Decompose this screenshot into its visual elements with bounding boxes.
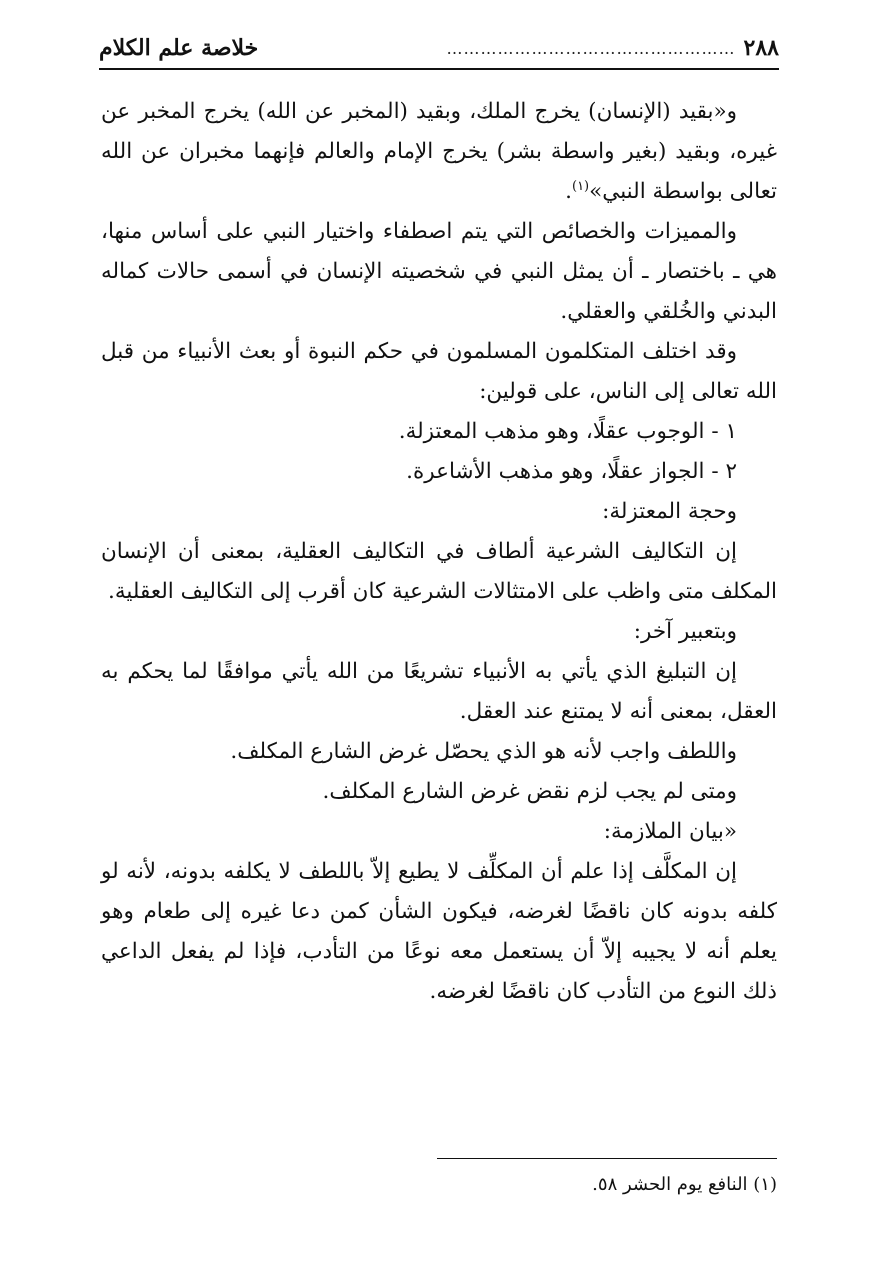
- list-item-necessity: ١ - الوجوب عقلًا، وهو مذهب المعتزلة.: [398, 419, 737, 444]
- header-leader-dots: ……………………………………………: [446, 38, 736, 58]
- paragraph-definition-text: و«بقيد (الإنسان) يخرج الملك، وبقيد (المخبر عن الله) يخرج المخبر عن غيره، وبقيد (بغير واسطة بشر) يخرج الإمام والعالم فإنهما مخبران عن الله تعالى بواسطة النبي»: [101, 99, 777, 204]
- heading-mutazila-argument: وحجة المعتزلة:: [602, 499, 737, 524]
- running-header: [99, 30, 779, 66]
- paragraph-contradiction: ومتى لم يجب لزم نقض غرض الشارع المكلف.: [322, 779, 737, 804]
- main-text: [101, 92, 777, 1012]
- list-item-possibility: ٢ - الجواز عقلًا، وهو مذهب الأشاعرة.: [406, 459, 737, 484]
- paragraph-opinions: وقد اختلف المتكلمون المسلمون في حكم النبوة أو بعث الأنبياء من قبل الله تعالى إلى الناس، على قولين:: [101, 339, 777, 404]
- footnote-reference: (١): [571, 178, 590, 194]
- heading-correlation: «بيان الملازمة:: [603, 819, 737, 844]
- paragraph-correlation-explanation: إن المكلَّف إذا علم أن المكلِّف لا يطيع إلاّ باللطف لا يكلفه بدونه، لأنه لو كلفه بدونه كان ناقضًا لغرضه، فيكون الشأن كمن دعا غيره إلى طعام وهو يعلم أنه لا يجيبه إلاّ أن يستعمل معه نوعًا من التأدب، فإذا لم يفعل الداعي ذلك النوع من التأدب كان ناقضًا لغرضه.: [101, 859, 777, 1004]
- paragraph-conveyance: إن التبليغ الذي يأتي به الأنبياء تشريعًا من الله يأتي موافقًا لما يحكم به العقل، بمعنى أنه لا يمتنع عند العقل.: [101, 659, 777, 724]
- footnote: (١) النافع يوم الحشر ٥٨.: [592, 1174, 777, 1195]
- book-title: خلاصة علم الكلام: [99, 35, 259, 61]
- paragraph-definition: [101, 92, 777, 212]
- paragraph-grace-obligatory: واللطف واجب لأنه هو الذي يحصّل غرض الشارع المكلف.: [230, 739, 737, 764]
- heading-other-wording: وبتعبير آخر:: [633, 619, 737, 644]
- footnote-rule: [437, 1158, 777, 1159]
- paragraph-features: والمميزات والخصائص التي يتم اصطفاء واختيار النبي على أساس منها، هي ـ باختصار ـ أن يمثل النبي في شخصيته الإنسان في أسمى حالات كماله البدني والخُلقي والعقلي.: [101, 219, 777, 324]
- page-number: ٢٨٨: [743, 35, 779, 61]
- paragraph-obligations: إن التكاليف الشرعية ألطاف في التكاليف العقلية، بمعنى أن الإنسان المكلف متى واظب على الامتثالات الشرعية كان أقرب إلى التكاليف العقلية.: [101, 539, 777, 604]
- paragraph-definition-end: .: [565, 179, 572, 204]
- header-rule: [99, 68, 779, 70]
